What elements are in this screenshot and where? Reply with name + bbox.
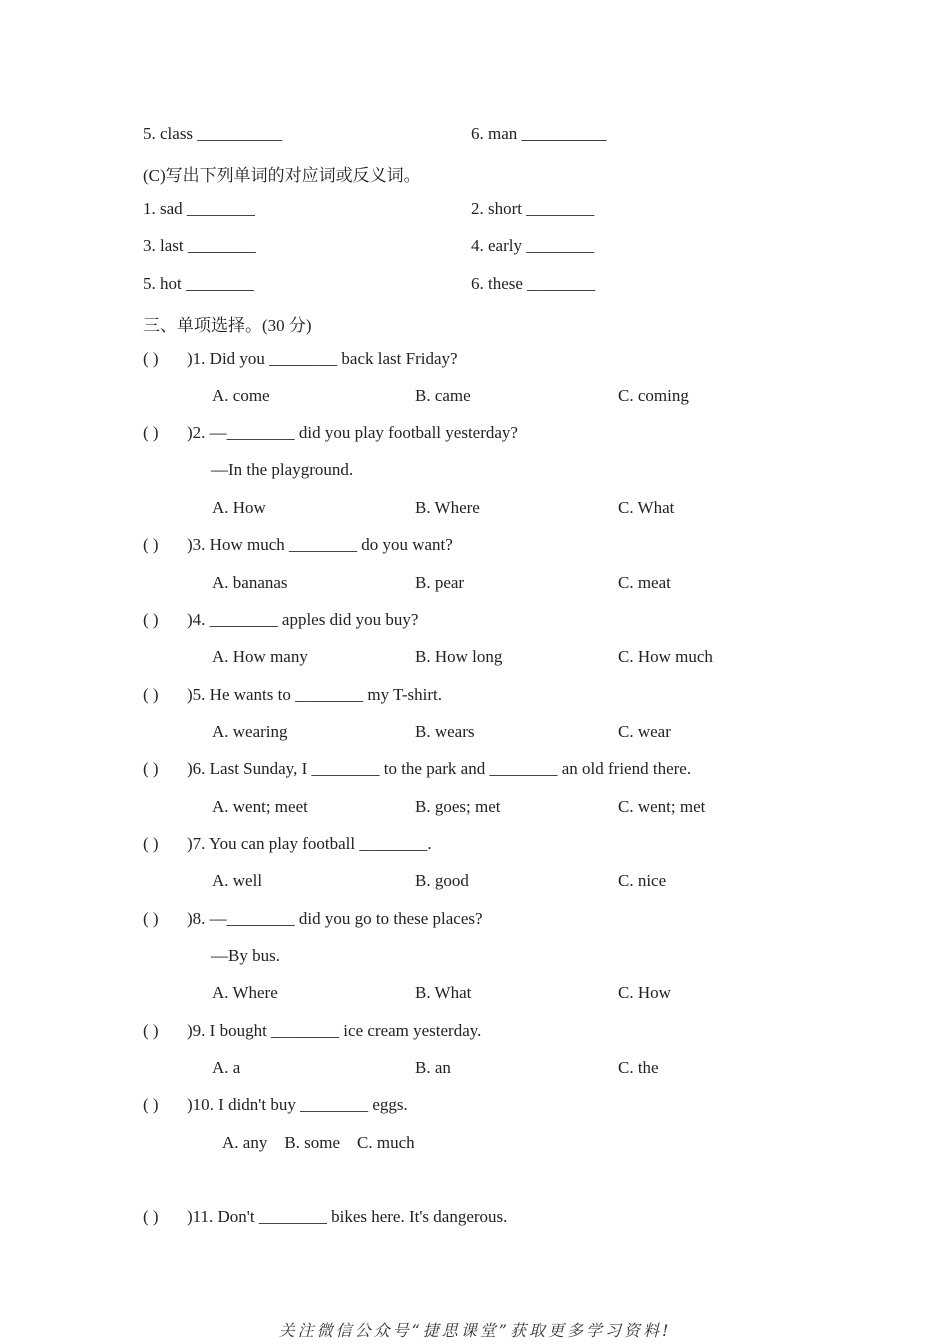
question-text: )1. Did you ________ back last Friday? [187,349,458,368]
item-right: 2. short ________ [471,199,595,218]
option-c: C. meat [618,573,671,592]
option-c: C. How [618,983,671,1002]
item-right: 4. early ________ [471,236,595,255]
item-left: 1. sad ________ [143,199,255,218]
question-text: )2. —________ did you play football yesterday? [187,423,518,442]
option-b: B. What [415,983,472,1002]
question-8-answer-line: —By bus. [211,946,280,965]
option-a: A. well [212,871,263,890]
section-b-row [143,124,607,144]
answer-paren: ( ) [143,834,159,853]
option-c: C. went; met [618,797,706,816]
section-c-row [143,236,595,256]
option-c: C. nice [618,871,667,890]
question-10-options: A. any B. some C. much [222,1133,415,1152]
answer-paren: ( ) [143,610,159,629]
section-c-row [143,199,595,219]
option-b: B. How long [415,647,503,666]
option-a: A. bananas [212,573,288,592]
answer-paren: ( ) [143,759,159,778]
question-text: )9. I bought ________ ice cream yesterday. [187,1021,482,1040]
option-b: B. Where [415,498,480,517]
option-a: A. come [212,386,270,405]
option-a: A. How many [212,647,308,666]
answer-paren: ( ) [143,1021,159,1040]
footer-note: 关注微信公众号“捷思课堂”获取更多学习资料! [278,1321,672,1340]
option-c: C. coming [618,386,689,405]
option-b: B. came [415,386,471,405]
section-c-heading: (C)写出下列单词的对应词或反义词。 [143,166,421,185]
item-left: 5. hot ________ [143,274,254,293]
option-a: A. How [212,498,266,517]
question-text: )4. ________ apples did you buy? [187,610,419,629]
option-b: B. wears [415,722,475,741]
question-text: )3. How much ________ do you want? [187,535,453,554]
answer-paren: ( ) [143,685,159,704]
question-text: )6. Last Sunday, I ________ to the park and ________ an old friend there. [187,759,692,778]
item-left: 5. class __________ [143,124,283,143]
option-a: A. wearing [212,722,288,741]
section-c-row [143,274,596,294]
question-text: )7. You can play football ________. [187,834,432,853]
option-b: B. pear [415,573,465,592]
question-text: )5. He wants to ________ my T-shirt. [187,685,442,704]
answer-paren: ( ) [143,909,159,928]
question-text: )11. Don't ________ bikes here. It's dangerous. [187,1207,508,1226]
section-3-heading: 三、单项选择。(30 分) [143,316,312,335]
option-c: C. How much [618,647,713,666]
option-c: C. wear [618,722,671,741]
option-c: C. the [618,1058,659,1077]
answer-paren: ( ) [143,1207,159,1226]
item-right: 6. man __________ [471,124,607,143]
answer-paren: ( ) [143,423,159,442]
option-b: B. goes; met [415,797,501,816]
answer-paren: ( ) [143,349,159,368]
question-text: )10. I didn't buy ________ eggs. [187,1095,408,1114]
answer-paren: ( ) [143,535,159,554]
answer-paren: ( ) [143,1095,159,1114]
item-right: 6. these ________ [471,274,596,293]
option-a: A. went; meet [212,797,308,816]
item-left: 3. last ________ [143,236,256,255]
question-text: )8. —________ did you go to these places? [187,909,483,928]
option-b: B. good [415,871,469,890]
option-b: B. an [415,1058,451,1077]
option-c: C. What [618,498,675,517]
option-a: A. a [212,1058,241,1077]
question-2-answer-line: —In the playground. [211,460,354,479]
option-a: A. Where [212,983,278,1002]
